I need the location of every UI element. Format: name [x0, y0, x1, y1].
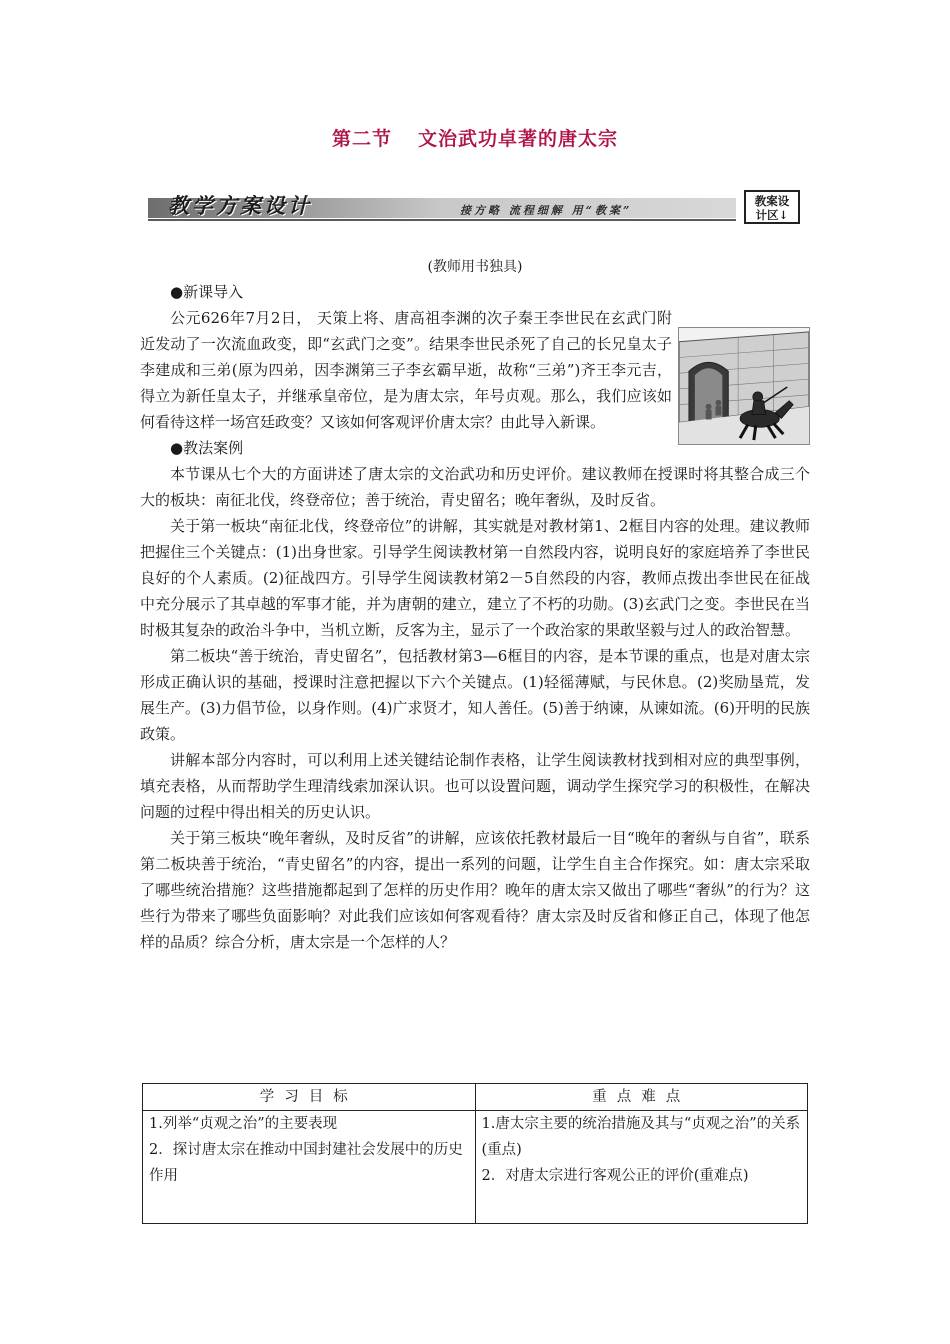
page-title [0, 124, 950, 151]
learning-goals-cell [143, 1111, 476, 1224]
banner-box-line2: 计区↓ [755, 208, 789, 222]
banner-box [744, 190, 800, 224]
table-row [143, 1111, 808, 1224]
header-key-points: 重点难点 [475, 1084, 808, 1111]
xuanwu-gate-illustration [678, 327, 810, 445]
section-banner [148, 190, 804, 224]
intro-heading: ●新课导入 [170, 283, 244, 301]
method-paragraph-3: 第二板块“善于统治，青史留名”，包括教材第3—6框目的内容，是本节课的重点，也是对唐太宗形成正确认识的基础，授课时注意把握以下六个关键点。(1)轻徭薄赋，与民休息。(2)奖励垦荒，发展生产。(3)力倡节俭，以身作则。(4)广求贤才，知人善任。(5)善于纳谏，从谏如流。(6)开明的民族政策。 [140, 647, 810, 743]
goals-table [142, 1083, 808, 1224]
method-heading: ●教法案例 [170, 439, 244, 457]
teacher-note: (教师用书独具) [427, 259, 523, 275]
intro-paragraph: 公元626年7月2日， 天策上将、唐高祖李渊的次子秦王李世民在玄武门附近发动了一次流血政变，即“玄武门之变”。结果李世民杀死了自己的长兄皇太子李建成和三弟(原为四弟，因李渊第三子李玄霸早逝，故称“三弟”)齐王李元吉，得立为新任皇太子，并继承皇帝位，是为唐太宗，年号贞观。那么，我们应该如何看待这样一场宫廷政变？又该如何客观评价唐太宗？由此导入新课。 [140, 309, 672, 431]
section-number: 第二节 [331, 128, 392, 150]
banner-title: 教学方案设计 [168, 193, 312, 218]
method-paragraph-5: 关于第三板块“晚年奢纵，及时反省”的讲解，应该依托教材最后一目“晚年的奢纵与自省”，联系第二板块善于统治，“青史留名”的内容，提出一系列的问题，让学生自主合作探究。如：唐太宗采取了哪些统治措施？这些措施都起到了怎样的历史作用？晚年的唐太宗又做出了哪些“奢纵”的行为？这些行为带来了哪些负面影响？对此我们应该如何客观看待？唐太宗及时反省和修正自己，体现了他怎样的品质？综合分析，唐太宗是一个怎样的人？ [140, 829, 810, 951]
banner-subtitle: 接方略 流程细解 用“教案” [460, 204, 633, 217]
key-point-1: 1.唐太宗主要的统治措施及其与“贞观之治”的关系(重点) [481, 1116, 801, 1158]
section-title: 文治武功卓著的唐太宗 [418, 128, 619, 150]
banner-box-line1: 教案设 [754, 194, 790, 208]
learning-goal-2: 2．探讨唐太宗在推动中国封建社会发展中的历史作用 [149, 1142, 463, 1184]
key-points-cell [475, 1111, 808, 1224]
key-point-2: 2．对唐太宗进行客观公正的评价(重难点) [481, 1168, 749, 1184]
table-header-row [143, 1084, 808, 1111]
method-paragraph-2: 关于第一板块“南征北伐，终登帝位”的讲解，其实就是对教材第1、2框目内容的处理。建议教师把握住三个关键点：(1)出身世家。引导学生阅读教材第一自然段内容，说明良好的家庭培养了李世民良好的个人素质。(2)征战四方。引导学生阅读教材第2－5自然段的内容，教师点拨出李世民在征战中充分展示了其卓越的军事才能，并为唐朝的建立，建立了不朽的功勋。(3)玄武门之变。李世民在当时极其复杂的政治斗争中，当机立断，反客为主，显示了一个政治家的果敢坚毅与过人的政治智慧。 [140, 517, 810, 639]
header-learning-goals: 学习目标 [143, 1084, 476, 1111]
method-paragraph-4: 讲解本部分内容时，可以利用上述关键结论制作表格，让学生阅读教材找到相对应的典型事例，填充表格，从而帮助学生理清线索加深认识。也可以设置问题，调动学生探究学习的积极性，在解决问题的过程中得出相关的历史认识。 [140, 751, 810, 821]
main-content [140, 279, 810, 955]
method-paragraph-1: 本节课从七个大的方面讲述了唐太宗的文治武功和历史评价。建议教师在授课时将其整合成三个大的板块：南征北伐，终登帝位；善于统治，青史留名；晚年奢纵，及时反省。 [140, 465, 810, 509]
learning-goal-1: 1.列举“贞观之治”的主要表现 [149, 1116, 338, 1132]
